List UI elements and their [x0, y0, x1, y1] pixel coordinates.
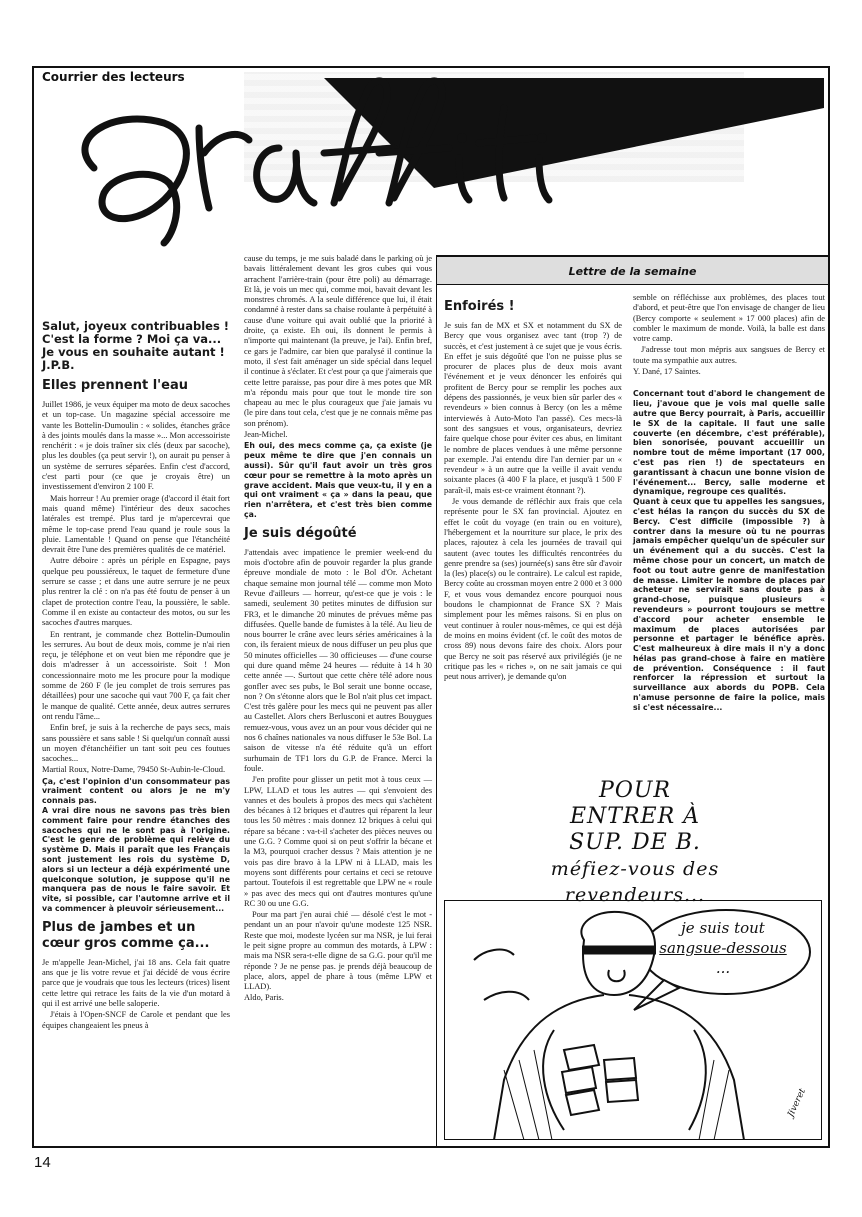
letter-title-degoute: Je suis dégoûté	[244, 525, 357, 541]
bubble-line: ...	[715, 959, 731, 977]
editor-reply: Ça, c'est l'opinion d'un consommateur pas vraiment content ou alors je ne m'y connais pas. A vrai dire nous ne savons pas très bien comment faire pour rendre étanches des sacoches qui ne le sont pas à l'origine. C'est le genre de problème qui relève du système D. Mais il paraît que les Français sont justement les rois du système D, alors si un lecteur a déjà expérimenté une quelconque solution, je suppose qu'il ne manquera pas de nous le faire savoir. Et vite, si possible, car l'automne arrive et il va commencer à pleuvoir sérieusement...	[42, 776, 230, 914]
letter-title-eau: Elles prennent l'eau	[42, 378, 189, 393]
letter-paragraph: Autre déboire : après un périple en Espagne, pays quelque peu poussiéreux, le taquet de fermeture d'une serrure se casse ; et dans une autre serrure je ne peux plus rentrer la clé : on n'a pas été foutu de penser à un clapet de protection contre l'eau, la poussière, le sable. Comme il en existe au contacteur des motos, ou sur les sacoches d'autres marques.	[42, 556, 230, 628]
caption-line: SUP. DE B.	[569, 830, 701, 855]
editor-reply: Concernant tout d'abord le changement de lieu, j'avoue que je vois mal quelle salle autre que Bercy pourrait, à Paris, accueillir le SX de la capitale. Il faut une salle couverte (en décembre, c'est préférable), bien sonorisée, pouvant accueillir un nombre tout de même important (17 000, c'est pas rien !) de spectateurs en garantissant à chacun une bonne vision de l'événement... Bercy, salle moderne et dynamique, regroupe ces qualités. Quant à ceux que tu appelles les sangsues, c'est hélas la rançon du succès du SX de Bercy. C'est difficile (impossible ?) à contrer dans la mesure où tu ne pourras jamais empêcher quelqu'un de spéculer sur un événement qui a du succès. C'est la même chose pour un concert, un match de foot ou tout autre genre de manifestation de masse. Limiter le nombre de places par acheteur ne servirait sans doute pas à grand-chose, puisque plusieurs « revendeurs » pourront toujours se mettre d'accord pour acheter ensemble le maximum de places autorisées par personne et partager le bénéfice après. C'est malheureux à dire mais il n'y a donc hélas pas grand-chose à faire en matière de prévention. Conséquence : il faut renforcer la répression et surtout la surveillance aux abords du POPB. Cela n'amuse personne de faire la police, mais si c'est nécessaire...	[633, 389, 825, 712]
letter-signature: Martial Roux, Notre-Dame, 79450 St-Aubin-le-Cloud.	[42, 765, 226, 775]
letter-signature: Y. Dané, 17 Saintes.	[633, 367, 701, 377]
letter-paragraph: cause du temps, je me suis baladé dans le parking où je bavais littéralement devant les gros cubes qui vous arrachent l'arrière-train (pour être poli) au démarrage. Et là, je vois un mec qui, comme moi, bavait devant les monstres chromés. A la seule différence que lui, il était condamné à rester dans sa chaise roulante à perpétuité à cause d'une voiture qui avait oublié que la priorité à droite, ça existe. Eh oui, ils donnent le permis à n'importe qui maintenant (la preuve, je l'ai). Enfin bref, ce gars je l'admire, car bien que paralysé il continue la moto, il s'est fait aménager un side spécial dans lequel il continue à s'éclater. Et c'est pour ça que j'aimerais que cette lettre paraisse, pas pour dire à mes potes que MR m'a répondu mais pour que tout le monde tire son chapeau au mec le plus courageux que j'aie jamais vu (le pire dans tout cela, c'est que je ne connais même pas son prénom).	[244, 254, 433, 428]
caption-line: revendeurs...	[564, 884, 706, 906]
letter-of-week-banner	[437, 255, 828, 285]
letter-paragraph: semble on réfléchisse aux problèmes, des places tout d'abord, et peut-être que l'on envisage de changer de lieu (Bercy comporte « seulement » 17 000 places) afin de combler le maximum de monde. Voilà, la balle est dans votre camp.	[633, 293, 825, 344]
column-2	[244, 254, 432, 1005]
letter-paragraph: Je m'appelle Jean-Michel, j'ai 18 ans. Cela fait quatre ans que je lis votre revue et j'ai décidé de vous écrire parce que je voudrais que tous les lecteurs (trices) lisent cette lettre qui retrace les faits de la vie d'un motard à qui il est arrivé une belle saloperie.	[42, 957, 230, 1009]
speech-bubble-text	[648, 918, 798, 978]
letter-signature: Aldo, Paris.	[244, 993, 284, 1003]
letter-of-week-title: Lettre de la semaine	[568, 265, 697, 278]
bubble-line: sangsue-dessous	[659, 939, 787, 957]
graffiti-logo	[34, 68, 828, 253]
column-4	[633, 293, 825, 715]
bubble-line: je suis tout	[681, 919, 765, 937]
cartoon-caption	[510, 778, 760, 908]
column-3	[444, 293, 622, 683]
letter-paragraph: Pour ma part j'en aurai chié — désolé c'est le mot - pendant un an pour n'avoir qu'une modeste 125 NSR. Reste que moi, modeste lycéen sur ma NSR, je lui ferai le peit signe propre au commun des motards, à LPW : mais ma NSR sera-t-elle digne de sa G.G. pour qu'il me réponde ? Je ne pense pas. je prends déjà beaucoup de place, alors, appel de phare à tous (même LPW et LLAD).	[244, 910, 432, 992]
letter-paragraph: Je vous demande de réfléchir aux frais que cela représente pour le SX fan provincial. Ajoutez en effet le coût du voyage (en train ou en voiture), l'hébergement et la nourriture sur place, le prix des places, rajoutez à cela les journées de travail qui sautent (avec toutes les difficultés rencontrées du genre prendre sa (ses) journée(s) sans être sûr d'avoir la (les) place(s) ou le contraire). Le calcul est rapide, Bercy coûte au crossman moyen entre 2 000 et 3 000 F, et vous vous demandez encore pourquoi nous boudons le championnat de France SX ? Mais simplement pour les mêmes raisons. Si en plus on veut continuer à rouler nous-mêmes, ce qui est déjà de moins en moins évident (cf. le coût des motos de cross 89) nous devons faire des choix. Alors pour que Bercy ne soit pas réservé aux privilégiés (je ne critique pas les « riches », on ne sait jamais ce qui peut nous arriver), je demande qu'on	[444, 497, 622, 682]
letter-paragraph: J'en profite pour glisser un petit mot à tous ceux — LPW, LLAD et tous les autres — qui s'envoient des vannes et des boulets à propos des mecs qui s'achètent des bécanes à 12 briques et d'autres qui réparent la leur tous les 50 mètres : mais donnez 12 briques à celui qui répare sa bécane : va-t-il s'acheter des pièces neuves ou une G.G. ? Comme quoi si on peut s'offrir la bécane et la M3, pourquoi cracher dessus ? Mais attention je ne vois pas dire bravo à la LPW ni à LLAD, mais les moyens sont différents pour certains et ceci se retouve partout. Toutefois il est regrettable que LPW ne « roule » pas avec des mecs qui ont d'autres montures qu'une RC 30 ou une G.G.	[244, 775, 432, 908]
letter-title-enfoires: Enfoirés !	[444, 299, 515, 314]
column-divider	[436, 255, 437, 1148]
caption-line: ENTRER À	[569, 804, 701, 829]
letter-paragraph: Enfin bref, je suis à la recherche de pays secs, mais sans poussière et sans sable ! Si quelqu'un connaît aussi un moyen d'étanchéifier un tant soit peu ces foutues sacoches...	[42, 723, 230, 764]
caption-line: méfiez-vous des	[550, 858, 720, 880]
letter-paragraph: Je suis fan de MX et SX et notamment du SX de Bercy que vous organisez avec tant (trop ?) de succès, et c'est justement à ce sujet que je vous écris. En effet je suis dégoûté que l'on ne puisse plus se procurer de places plus de deux mois avant l'événement et je veux dénoncer les enfoirés qui profitent de Bercy pour se remplir les poches aux dépens des passionnés, je veux bien sûr parler des « revendeurs » bien connus à Bercy (on les a même interviewés à Auto-Moto l'an passé). Ces mecs-là sont des sangsues et vous, organisateurs, devriez faire quelque chose pour éviter ces abus, en limitant le nombre de places vendues à une même personne par exemple. J'ai entendu dire l'an dernier par un « revendeur » à un autre que la veille il avait vendu soixante places (à 400 F la place, et jusqu'à 1 500 F paraît-il, mais est-ce vraiment étonnant ?).	[444, 321, 622, 495]
caption-line: POUR	[599, 778, 671, 803]
letter-paragraph: Mais horreur ! Au premier orage (d'accord il était fort mais quand même) l'intérieur des deux sacoches latérales est trempé. Plus tard je m'apercevrai que même le top-case prend l'eau quand je roule sous la pluie. Lamentable ! Quand on pense que l'étanchéité devrait être l'une des premières qualités de ce matériel.	[42, 493, 230, 555]
masthead	[34, 68, 828, 253]
column-1-headline: Salut, joyeux contribuables ! C'est la forme ? Moi ça va... Je vous en souhaite autant ! J.P.B.	[42, 319, 230, 372]
letter-title-jambes: Plus de jambes et un cœur gros comme ça...	[42, 919, 210, 951]
cartoonist-signature: Jiveret	[786, 1087, 808, 1119]
section-label: Courrier des lecteurs	[42, 70, 185, 84]
letter-paragraph: J'étais à l'Open-SNCF de Carole et pendant que les équipes changeaient les pneus à	[42, 1010, 230, 1030]
letter-paragraph: En rentrant, je commande chez Bottelin-Dumoulin les serrures. Au bout de deux mois, comme je n'ai rien reçu, je téléphone et on veut bien me répondre que je dois m'adresser à un accessoiriste. Soit ! Mon concessionnaire moto me les procure pour la modique somme de 260 F (le jeu complet de trois serrures pas détaillées) pour une sacoche qui vaut 700 F, ça fait cher le manque de qualité. Cette année, deux autres serrures ont rendu l'âme...	[42, 629, 230, 721]
column-1	[42, 318, 230, 1032]
editor-reply: Eh oui, des mecs comme ça, ça existe (je peux même te dire que j'en connais un aussi). Sûr qu'il faut avoir un très gros cœur pour se remettre à la moto après un grave accident. Mais que veux-tu, il y en a qui ont vraiment « ça » dans la peau, que rien n'arrêtera, et c'est très bien comme ça.	[244, 441, 432, 519]
page-number: 14	[34, 1154, 51, 1171]
letter-paragraph: J'attendais avec impatience le premier week-end du mois d'octobre afin de pouvoir regarder la plus grande épreuve mondiale de moto : le Bol d'Or. Achetant chaque semaine mon journal télé — comme mon Moto Revue d'ailleurs — horreur, qu'est-ce que je vois : le samedi, seulement 30 petites minutes de diffusion sur FR3, et le dimanche 20 minutes de prévues même pas diffusées. Quelle bande de fumistes à la télé. Au lieu de nous bourrer le crâne avec leurs séries américaines à la con, ils feraient mieux de nous diffuser un peu plus que 50 minutes officielles — 30 officieuses — d'une course qui dure quand même 24 heures — réduite à 14 h 30 cette année —. Surtout que cette chère télé adore nous gonfler avec ses pubs, le Bol serait une bonne occase, non ? On s'étonne alors que le Bol n'ait plus cet impact. C'est très galère pour les mecs qui ne peuvent pas aller au Castellet. Alors chers Berlusconi et autres Bouygues remuez-vous, vous avez un an pour vous décider qui ne nos 6 chaînes nationales va nous diffuser le 53e Bol. La saison de vitesse n'a été réduite qu'à un effort surhumain de TF1 lors du G.P. de France. Merci la foule.	[244, 547, 432, 773]
letter-paragraph: J'adresse tout mon mépris aux sangsues de Bercy et toute ma sympathie aux autres.	[633, 345, 825, 365]
letter-paragraph: Juillet 1986, je veux équiper ma moto de deux sacoches et un top-case. Un magazine spécial accessoire me vante les Bottelin-Dumoulin : « solides, étanches grâce à des joints moulés dans la masse »... Mon accessoiriste renchérit : « je dois traîner six clés (deux par sacoche), plus les doubles (ça peut servir !), on aurait pu penser à un système de serrures séparées. Enfin c'est d'accord, c'est parti pour (ce que je croyais être) un investissement d'environ 2 100 F.	[42, 400, 230, 492]
letter-signature: Jean-Michel.	[244, 430, 288, 440]
